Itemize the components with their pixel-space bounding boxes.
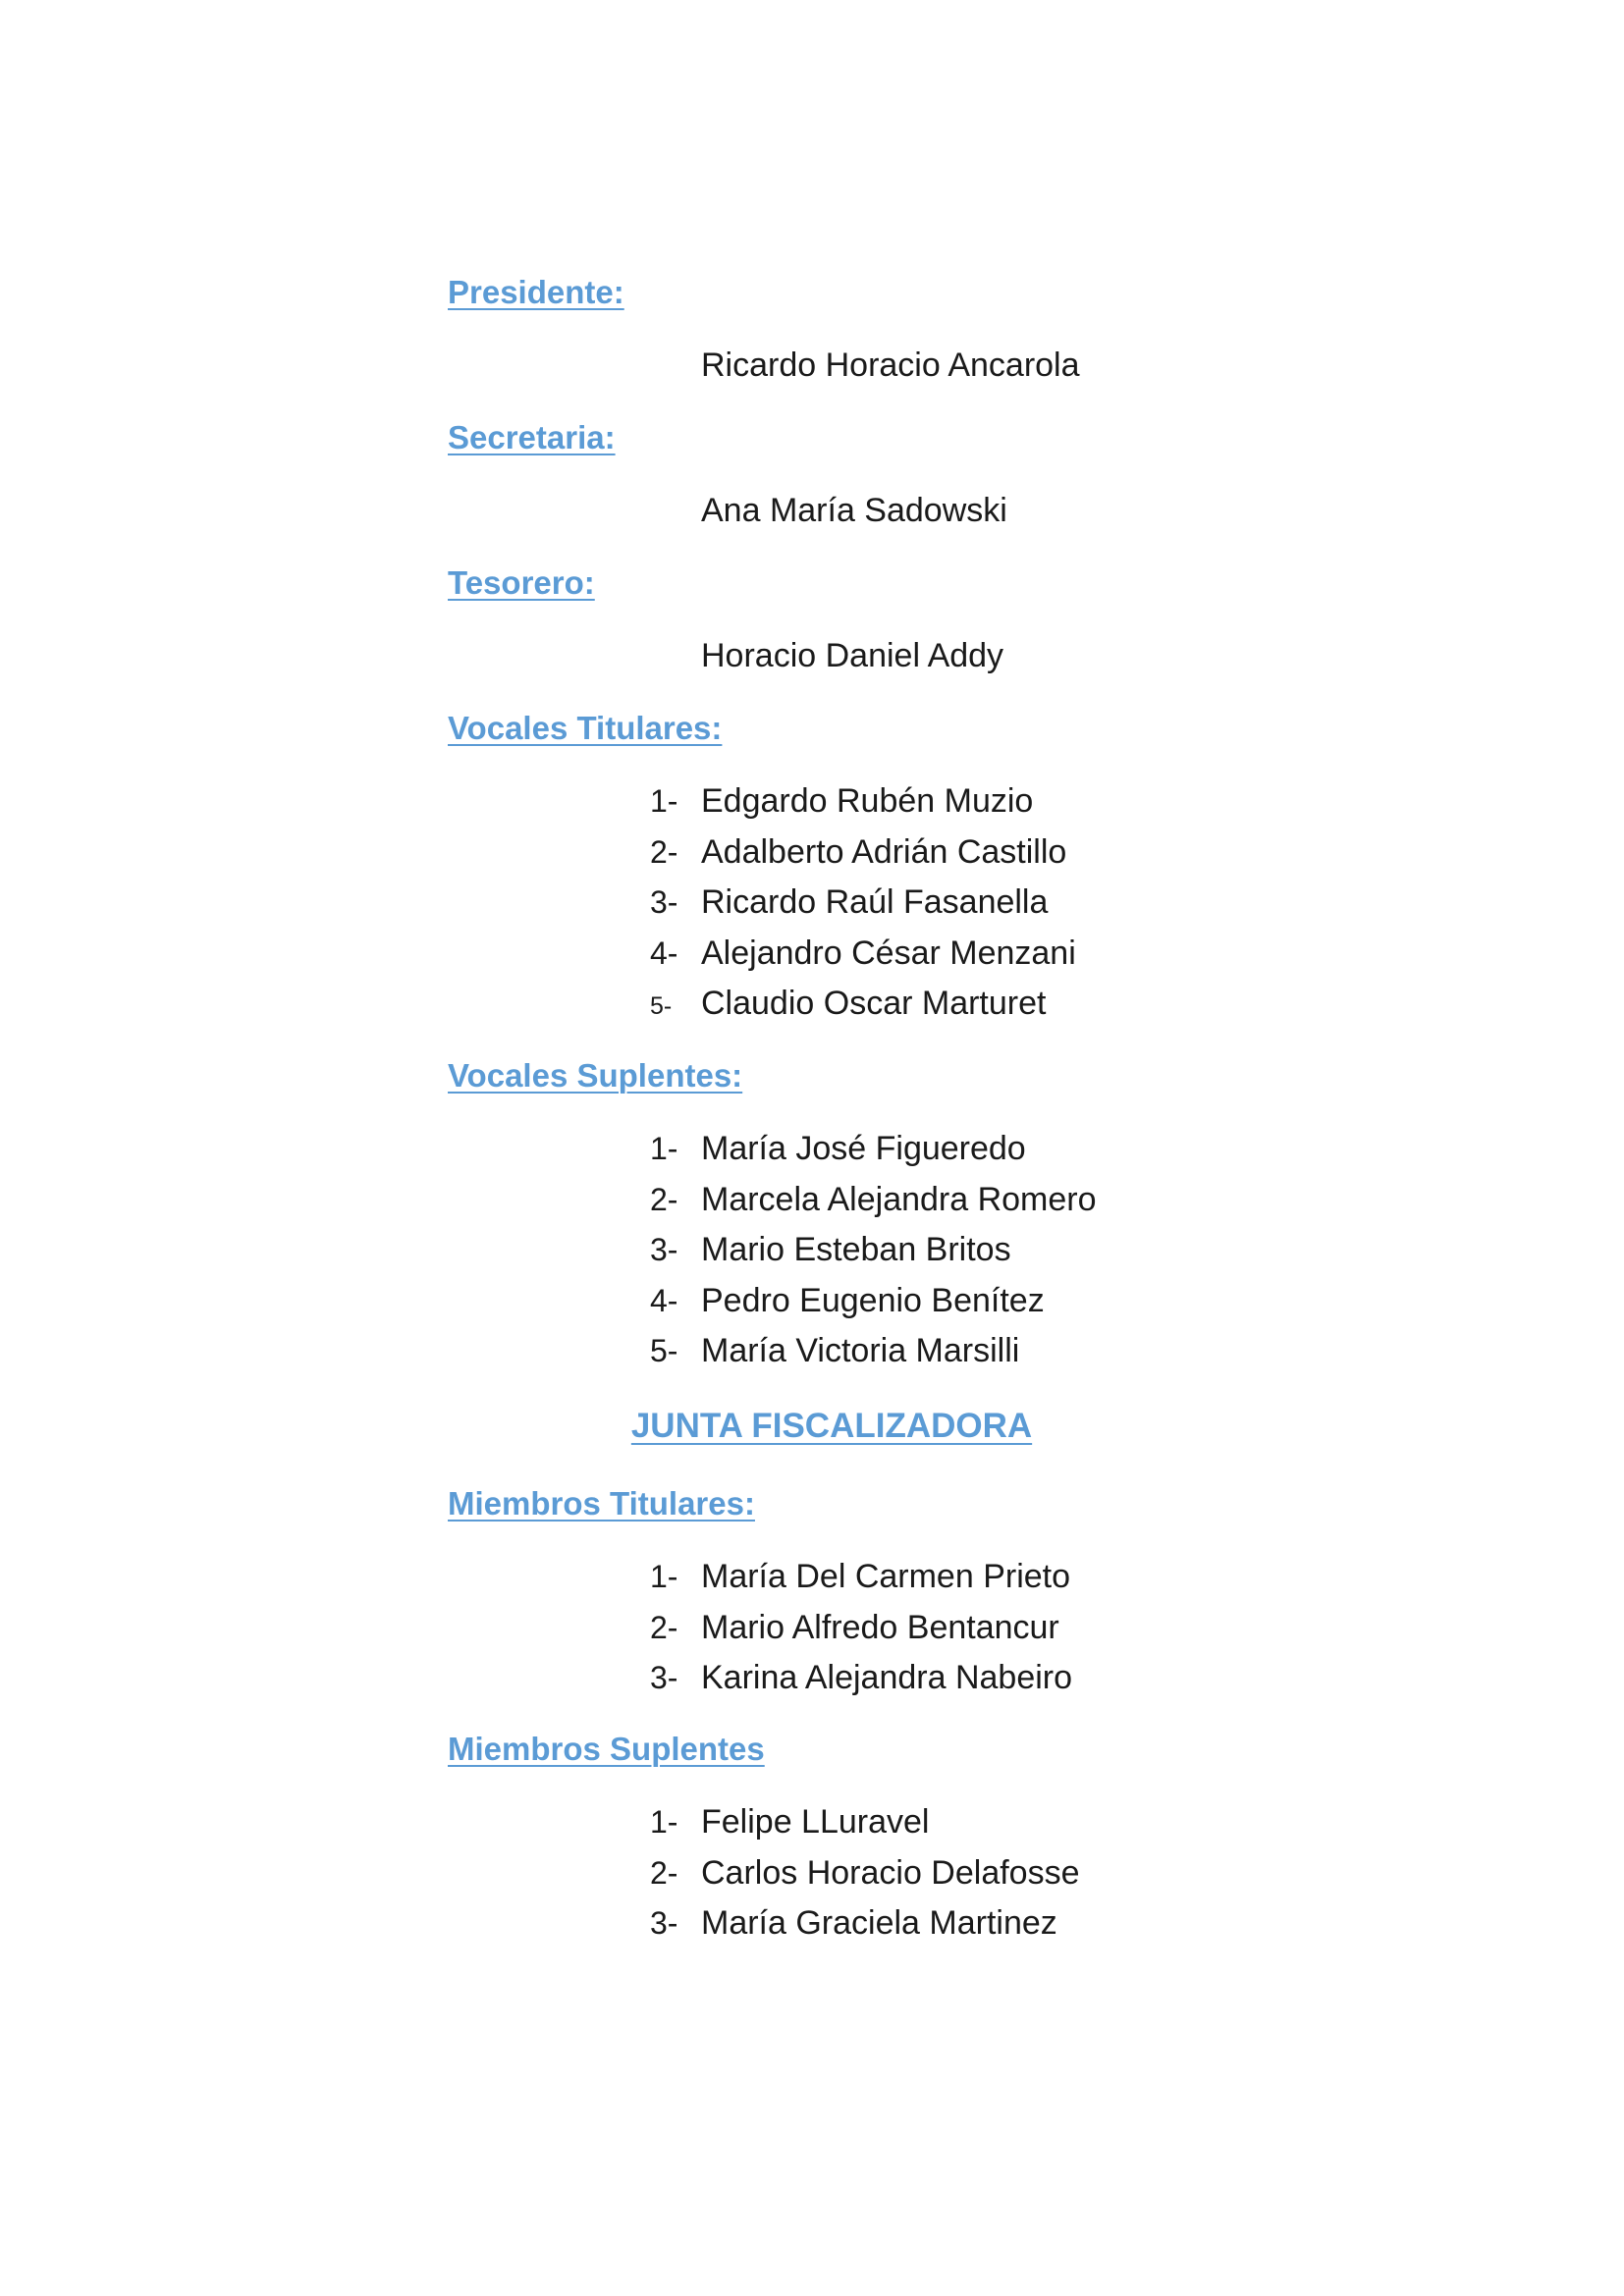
list-item [0,1903,1624,1954]
heading-secretaria: Secretaria: [448,419,616,455]
item-number: 1- [650,1559,678,1594]
item-name: Ricardo Raúl Fasanella [701,883,1049,922]
list-item [0,1230,1624,1281]
name-tesorero: Horacio Daniel Addy [701,637,1004,674]
heading-vocales-suplentes: Vocales Suplentes: [448,1057,743,1094]
list-item [0,1557,1624,1608]
list-item [0,832,1624,883]
name-secretaria: Ana María Sadowski [701,492,1007,529]
list-item [0,1281,1624,1332]
item-name: María Graciela Martinez [701,1904,1057,1943]
list-item [0,781,1624,832]
list-item [0,984,1624,1035]
item-number: 2- [650,833,678,870]
item-number: 3- [650,1232,678,1268]
heading-vocales-titulares: Vocales Titulares: [448,710,723,746]
list-item [0,1331,1624,1382]
item-name: Pedro Eugenio Benítez [701,1281,1045,1319]
item-number: 2- [650,1181,678,1217]
item-name: María Del Carmen Prieto [701,1558,1071,1595]
item-name: Felipe LLuravel [701,1803,930,1841]
item-name: María José Figueredo [701,1130,1026,1167]
item-number: 3- [650,1660,678,1696]
list-item [0,1180,1624,1231]
heading-junta-fiscalizadora: JUNTA FISCALIZADORA [630,1407,1033,1445]
list-vocales-titulares [0,781,1624,1035]
heading-miembros-titulares: Miembros Titulares: [448,1485,755,1522]
list-vocales-suplentes [0,1129,1624,1382]
item-number: 3- [650,1905,678,1942]
item-name: Mario Esteban Britos [701,1231,1011,1269]
item-number: 2- [650,1854,678,1891]
list-item [0,1129,1624,1180]
item-name: Adalberto Adrián Castillo [701,832,1067,871]
list-item [0,934,1624,985]
item-number: 1- [650,783,678,819]
item-number: 5- [650,1333,678,1369]
item-name: Marcela Alejandra Romero [701,1180,1097,1218]
item-name: Alejandro César Menzani [701,934,1076,972]
item-number: 2- [650,1609,678,1645]
item-name: Edgardo Rubén Muzio [701,782,1034,820]
item-number: 4- [650,934,678,971]
item-number: 4- [650,1282,678,1318]
heading-tesorero: Tesorero: [448,564,595,601]
item-number: 3- [650,884,678,921]
list-miembros-suplentes [0,1802,1624,1954]
item-name: Karina Alejandra Nabeiro [701,1659,1073,1697]
list-miembros-titulares [0,1557,1624,1709]
list-item [0,1658,1624,1709]
list-item [0,1853,1624,1904]
item-name: Mario Alfredo Bentancur [701,1608,1059,1646]
item-name: Carlos Horacio Delafosse [701,1853,1080,1892]
item-number: 1- [650,1131,678,1166]
list-item [0,882,1624,934]
list-item [0,1802,1624,1853]
name-presidente: Ricardo Horacio Ancarola [701,347,1080,384]
item-number: 5- [650,992,673,1021]
list-item [0,1608,1624,1659]
item-number: 1- [650,1804,678,1840]
heading-miembros-suplentes: Miembros Suplentes [448,1731,765,1767]
item-name: Claudio Oscar Marturet [701,985,1047,1023]
heading-presidente: Presidente: [448,274,624,310]
item-name: María Victoria Marsilli [701,1332,1020,1370]
